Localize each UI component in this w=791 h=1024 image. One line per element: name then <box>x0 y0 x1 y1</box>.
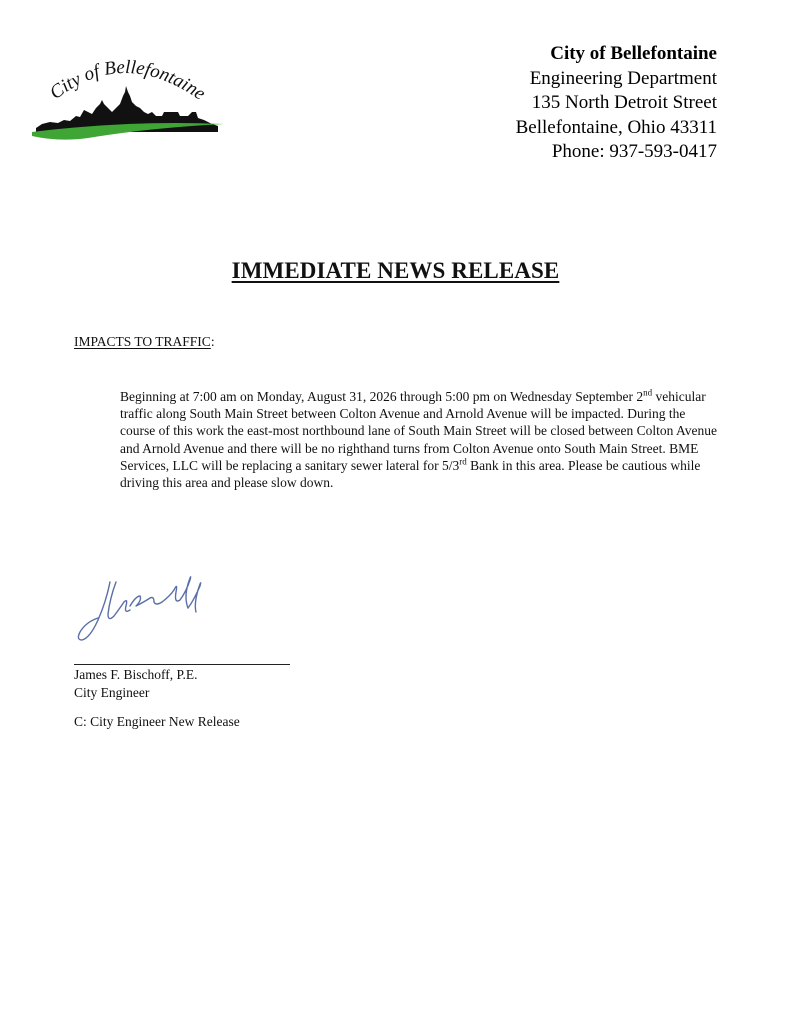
city-logo <box>28 46 228 146</box>
handwritten-signature <box>70 562 210 652</box>
section-heading <box>74 334 215 350</box>
street-address: 135 North Detroit Street <box>531 92 717 113</box>
department: Engineering Department <box>529 67 717 89</box>
signature-line <box>74 664 290 665</box>
section-heading-colon: : <box>210 334 215 349</box>
release-title: IMMEDIATE NEWS RELEASE <box>231 258 560 283</box>
signer-title: City Engineer <box>74 684 150 700</box>
body-text-part-1: Beginning at 7:00 am on Monday, August 31, 2026 through 5:00 pm on Wednesday September 2 <box>120 389 644 404</box>
city-state-zip: Bellefontaine, Ohio 43311 <box>515 116 717 138</box>
section-heading-text: IMPACTS TO TRAFFIC <box>74 334 211 349</box>
cc-line: C: City Engineer New Release <box>74 714 240 729</box>
signer-block <box>74 666 198 701</box>
body-text-part-2: vehicular traffic along South Main Street between Colton Avenue and Arnold Avenue will be impacted. During the course of this work the east-most northbound lane of South Main Street will be closed between Colton Avenue and Arnold Avenue and there will be no righthand turns from Colton Avenue onto South Main Street. BME Services, LLC will be replacing a sanitary sewer lateral for 5/3 <box>120 389 718 473</box>
logo-text: City of Bellefontaine <box>46 56 210 105</box>
letterhead <box>516 42 717 165</box>
body-superscript-2: rd <box>459 456 467 467</box>
body-paragraph <box>120 388 720 491</box>
body-text-part-3: Bank in this area. Please be cautious while driving this area and please slow down. <box>120 457 701 491</box>
signer-name: James F. Bischoff, P.E. <box>74 667 198 682</box>
phone: Phone: 937-593-0417 <box>551 141 717 162</box>
body-superscript-1: nd <box>643 387 653 398</box>
org-name: City of Bellefontaine <box>550 43 717 64</box>
